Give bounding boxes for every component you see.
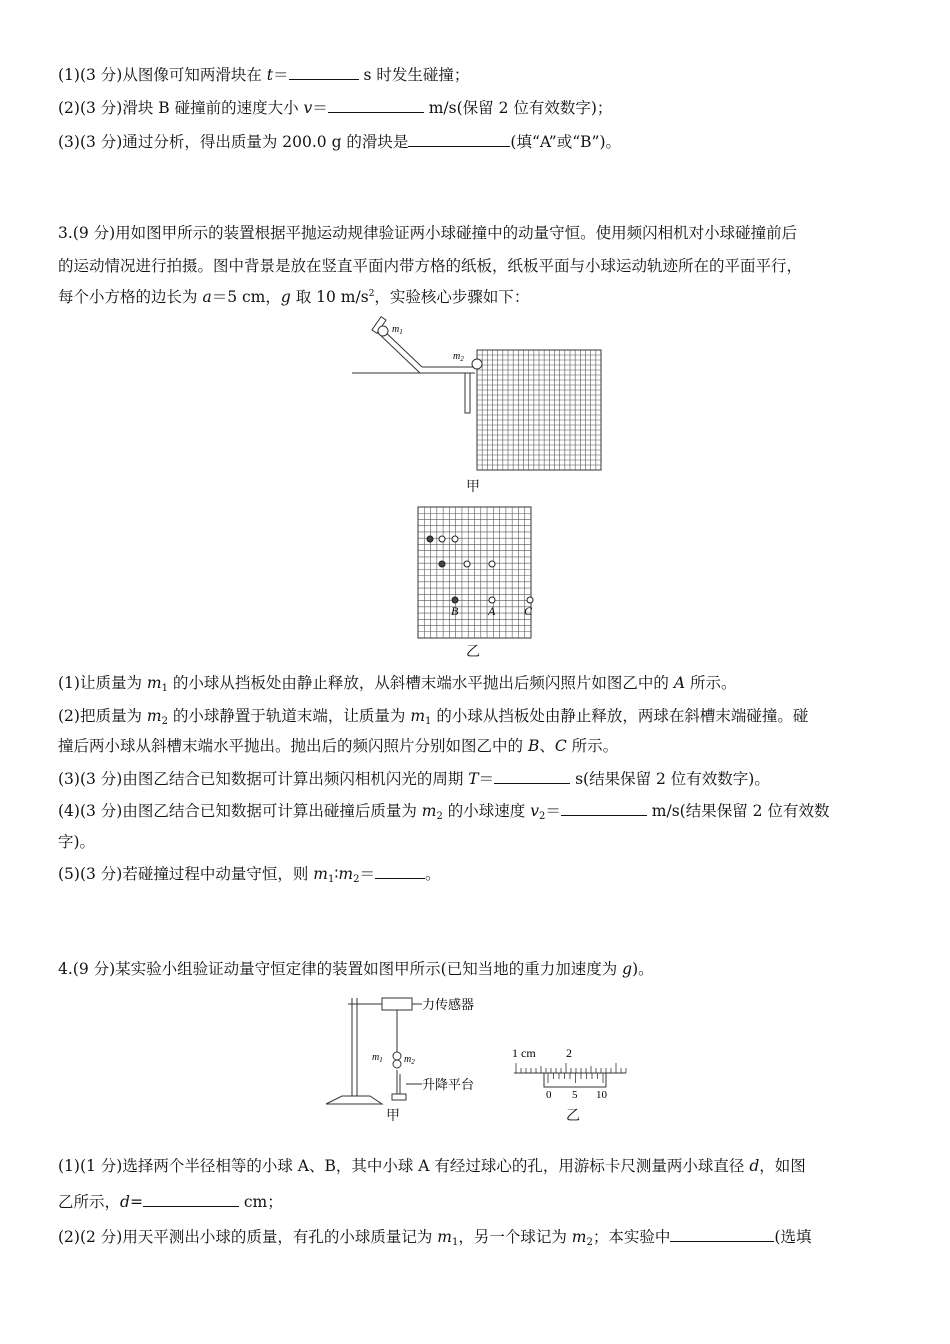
- text: 、: [539, 737, 555, 755]
- ball-B: [452, 597, 458, 603]
- ball-m1-dark: [439, 561, 445, 567]
- var-m: m: [571, 1228, 587, 1246]
- text: 的小球静置于轨道末端，让质量为: [167, 707, 411, 725]
- q3-step1: [58, 671, 736, 694]
- q2-part2: [58, 96, 612, 118]
- var-C: C: [554, 737, 567, 755]
- var-m: m: [410, 707, 426, 725]
- ball-C: [527, 597, 533, 603]
- q4-part2: [58, 1225, 811, 1248]
- text: (1)(1 分)选择两个半径相等的小球 A、B，其中小球 A 有经过球心的孔，用游标卡尺测量两小球直径: [58, 1157, 750, 1175]
- ball-open: [489, 561, 495, 567]
- ball-m2: [393, 1060, 401, 1068]
- figure-caption-q4-yi: 乙: [566, 1108, 580, 1124]
- text: 每个小方格的边长为: [58, 288, 203, 306]
- q3-step5: [58, 862, 441, 885]
- figure-caption-yi: 乙: [466, 644, 480, 660]
- q3-intro-line3: [58, 285, 529, 307]
- text: (2)把质量为: [58, 707, 147, 725]
- subscript: 2: [353, 874, 360, 885]
- ball-A: [489, 597, 495, 603]
- q2-p1-tail: s 时发生碰撞；: [358, 66, 470, 84]
- q2-p1-text: (1)(3 分)从图像可知两滑块在: [58, 66, 267, 84]
- subscript: 2: [436, 811, 443, 822]
- text: (4)(3 分)由图乙结合已知数据可计算出碰撞后质量为: [58, 802, 422, 820]
- text: (5)(3 分)若碰撞过程中动量守恒，则: [58, 865, 314, 883]
- var-m: m: [437, 1228, 452, 1246]
- eq-sign: ＝: [478, 770, 495, 788]
- var-m: m: [146, 707, 162, 725]
- subscript: 1: [425, 716, 432, 727]
- text: 所示。: [566, 737, 619, 755]
- var-A: A: [673, 674, 686, 692]
- vernier-10: 10: [596, 1089, 607, 1101]
- text: 乙所示，: [58, 1193, 121, 1211]
- vernier-5: 5: [572, 1089, 578, 1101]
- force-sensor: [382, 998, 412, 1010]
- var-v: v: [530, 802, 539, 820]
- q3-step4-line2: 字)。: [58, 833, 96, 851]
- subscript: 2: [586, 1237, 593, 1248]
- eq-sign: ＝: [312, 99, 328, 117]
- figure-q4-jia-apparatus: [322, 990, 492, 1110]
- subscript: 2: [161, 716, 168, 727]
- var-m: m: [421, 802, 437, 820]
- text: s(结果保留 2 位有效数字)。: [570, 770, 770, 788]
- var-m: m: [338, 865, 354, 883]
- text: (2)(2 分)用天平测出小球的质量，有孔的小球质量记为: [58, 1228, 438, 1246]
- superscript: 2: [368, 289, 375, 299]
- subscript: 1: [327, 874, 335, 885]
- var-g: g: [280, 288, 291, 306]
- text: 撞后两小球从斜槽末端水平抛出。抛出后的频闪照片分别如图乙中的: [58, 737, 528, 755]
- text: (选填: [774, 1228, 812, 1246]
- label-m2: $m_2$: [404, 1054, 415, 1066]
- lift-platform: [392, 1094, 406, 1100]
- var-d: d: [749, 1157, 760, 1175]
- label-A: A: [488, 604, 496, 618]
- q4-part1: [58, 1154, 806, 1176]
- ratio-sign: ∶: [334, 865, 339, 883]
- var-v: v: [303, 99, 313, 117]
- text: cm；: [238, 1193, 283, 1211]
- answer-blank[interactable]: [328, 98, 424, 113]
- text: 所示。: [685, 674, 737, 692]
- vernier-0: 0: [546, 1089, 552, 1101]
- q3-step3: [58, 767, 770, 789]
- answer-blank[interactable]: [143, 1192, 239, 1207]
- label-B: B: [451, 604, 459, 618]
- eq-sign: ＝: [359, 865, 375, 883]
- text: ，如图: [759, 1157, 806, 1175]
- eq-sign: ＝: [545, 802, 561, 820]
- q3-intro-line2: 的运动情况进行拍摄。图中背景是放在竖直平面内带方格的纸板，纸板平面与小球运动轨迹所在的平面平行，: [58, 257, 803, 275]
- answer-blank[interactable]: [408, 132, 510, 147]
- text: 。: [425, 865, 441, 883]
- q2-p2-tail: m/s(保留 2 位有效数字)；: [423, 99, 613, 117]
- text: (1)让质量为: [58, 674, 147, 692]
- caliper-main-2: 2: [566, 1046, 572, 1060]
- q4-intro: [58, 957, 654, 979]
- text: ；本实验中: [592, 1228, 671, 1246]
- var-m: m: [313, 865, 328, 883]
- grid-board: [477, 350, 601, 470]
- text: m/s(结果保留 2 位有效数: [646, 802, 830, 820]
- q3-intro-line1: 3.(9 分)用如图甲所示的装置根据平抛运动规律验证两小球碰撞中的动量守恒。使用频闪相机对小球碰撞前后: [58, 224, 798, 242]
- q2-p3-tail: (填“A”或“B”)。: [510, 133, 622, 151]
- subscript: 1: [161, 683, 168, 694]
- subscript: 2: [538, 811, 546, 822]
- label-lift-platform: 升降平台: [422, 1077, 475, 1092]
- q2-part3: [58, 130, 621, 152]
- baffle: [372, 317, 388, 336]
- figure-caption-q4-jia: 甲: [386, 1108, 400, 1124]
- text: 的小球速度: [442, 802, 531, 820]
- label-C: C: [524, 604, 533, 618]
- figure-yi-photo: [417, 506, 537, 642]
- text: 的小球从挡板处由静止释放，从斜槽末端水平抛出后频闪照片如图乙中的: [167, 674, 674, 692]
- text: 取 10 m/s: [290, 288, 369, 306]
- label-m1: $m_1$: [372, 1052, 383, 1064]
- q2-p2-text: (2)(3 分)滑块 B 碰撞前的速度大小: [58, 99, 304, 117]
- answer-blank[interactable]: [561, 801, 647, 816]
- figure-caption-jia: 甲: [466, 479, 480, 495]
- label-force-sensor: 力传感器: [422, 997, 475, 1012]
- figure-jia-apparatus: [350, 315, 610, 475]
- var-d: d: [120, 1193, 130, 1211]
- subscript: 1: [451, 1237, 459, 1248]
- ball-m1: [393, 1052, 401, 1060]
- incline-track: [352, 327, 475, 413]
- var-T: T: [468, 770, 479, 788]
- caliper-main-label: 1 cm: [512, 1046, 536, 1060]
- answer-blank[interactable]: [494, 769, 570, 784]
- ball-open: [464, 561, 470, 567]
- answer-blank[interactable]: [375, 864, 425, 879]
- text: 的小球从挡板处由静止释放，两球在斜槽末端碰撞。碰: [431, 707, 809, 725]
- text: ＝5 cm，: [211, 288, 281, 306]
- q4-part1-line2: [58, 1190, 283, 1212]
- label-m1: $m_1$: [392, 324, 403, 336]
- ball-m2: [472, 359, 482, 369]
- figure-q4-yi-caliper: [508, 1043, 638, 1103]
- text: ，另一个球记为: [458, 1228, 572, 1246]
- ball-open: [439, 536, 445, 542]
- label-m2: $m_2$: [453, 351, 464, 363]
- var-B: B: [527, 737, 540, 755]
- answer-blank[interactable]: [289, 65, 359, 80]
- q3-step2: [58, 704, 808, 727]
- text: ，实验核心步骤如下：: [374, 288, 530, 306]
- answer-blank[interactable]: [670, 1227, 774, 1242]
- q2-p3-text: (3)(3 分)通过分析，得出质量为 200.0 g 的滑块是: [58, 133, 409, 151]
- var-g: g: [622, 960, 633, 978]
- ball-m1-dark: [427, 536, 433, 542]
- q3-step2-line2: [58, 734, 618, 756]
- text: (3)(3 分)由图乙结合已知数据可计算出频闪相机闪光的周期: [58, 770, 469, 788]
- eq-sign: ＝: [273, 66, 289, 84]
- var-m: m: [146, 674, 162, 692]
- var-t: t: [266, 66, 274, 84]
- eq-sign: =: [129, 1193, 143, 1211]
- stand: [326, 998, 422, 1104]
- q3-step4: [58, 799, 829, 822]
- text: 4.(9 分)某实验小组验证动量守恒定律的装置如图甲所示(已知当地的重力加速度为: [58, 960, 623, 978]
- var-a: a: [202, 288, 212, 306]
- text: )。: [632, 960, 654, 978]
- ball-open: [452, 536, 458, 542]
- q2-part1: [58, 63, 469, 85]
